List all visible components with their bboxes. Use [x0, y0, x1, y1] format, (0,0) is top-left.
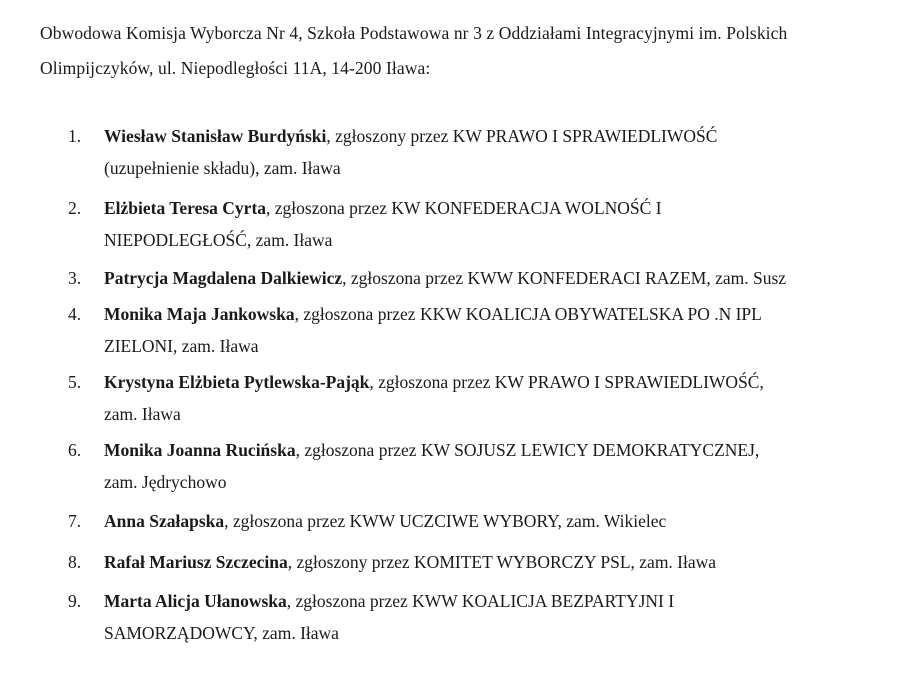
member-name: Anna Szałapska [104, 511, 225, 531]
item-number: 1. [68, 126, 82, 146]
member-details-continued: ZIELONI, zam. Iława [104, 336, 259, 356]
member-details-continued: SAMORZĄDOWCY, zam. Iława [104, 623, 339, 643]
item-number: 7. [68, 511, 82, 531]
member-details: , zgłoszony przez KW PRAWO I SPRAWIEDLIWOŚĆ [326, 126, 718, 146]
item-number: 9. [68, 591, 82, 611]
member-name: Patrycja Magdalena Dalkiewicz [104, 268, 343, 288]
member-details-continued: zam. Iława [104, 404, 181, 424]
item-number: 8. [68, 552, 82, 572]
member-name: Wiesław Stanisław Burdyński [104, 126, 327, 146]
member-name: Rafał Mariusz Szczecina [104, 552, 288, 572]
member-details: , zgłoszona przez KWW KONFEDERACI RAZEM, zam. Susz [342, 268, 787, 288]
item-number: 3. [68, 268, 82, 288]
header-line-2: Olimpijczyków, ul. Niepodległości 11A, 14-200 Iława: [40, 58, 431, 78]
member-details: , zgłoszona przez KW PRAWO I SPRAWIEDLIWOŚĆ, [369, 372, 764, 392]
member-details: , zgłoszona przez KWW KOALICJA BEZPARTYJNI I [286, 591, 675, 611]
member-details-continued: (uzupełnienie składu), zam. Iława [104, 158, 341, 178]
header-line-1: Obwodowa Komisja Wyborcza Nr 4, Szkoła Podstawowa nr 3 z Oddziałami Integracyjnymi im. Polskich [40, 23, 788, 43]
item-number: 5. [68, 372, 82, 392]
member-details: , zgłoszona przez KKW KOALICJA OBYWATELSKA PO .N IPL [294, 304, 762, 324]
member-details: , zgłoszona przez KWW UCZCIWE WYBORY, zam. Wikielec [224, 511, 667, 531]
member-name: Krystyna Elżbieta Pytlewska-Pająk [104, 372, 370, 392]
commission-header [40, 16, 890, 86]
member-details: , zgłoszony przez KOMITET WYBORCZY PSL, zam. Iława [287, 552, 717, 572]
member-name: Marta Alicja Ułanowska [104, 591, 287, 611]
member-details-continued: zam. Jędrychowo [104, 472, 227, 492]
member-name: Monika Maja Jankowska [104, 304, 295, 324]
item-number: 2. [68, 198, 82, 218]
member-details: , zgłoszona przez KW KONFEDERACJA WOLNOŚĆ I [266, 198, 662, 218]
item-number: 6. [68, 440, 82, 460]
member-details-continued: NIEPODLEGŁOŚĆ, zam. Iława [104, 230, 333, 250]
member-details: , zgłoszona przez KW SOJUSZ LEWICY DEMOKRATYCZNEJ, [295, 440, 760, 460]
member-name: Monika Joanna Rucińska [104, 440, 296, 460]
member-name: Elżbieta Teresa Cyrta [104, 198, 267, 218]
item-number: 4. [68, 304, 82, 324]
